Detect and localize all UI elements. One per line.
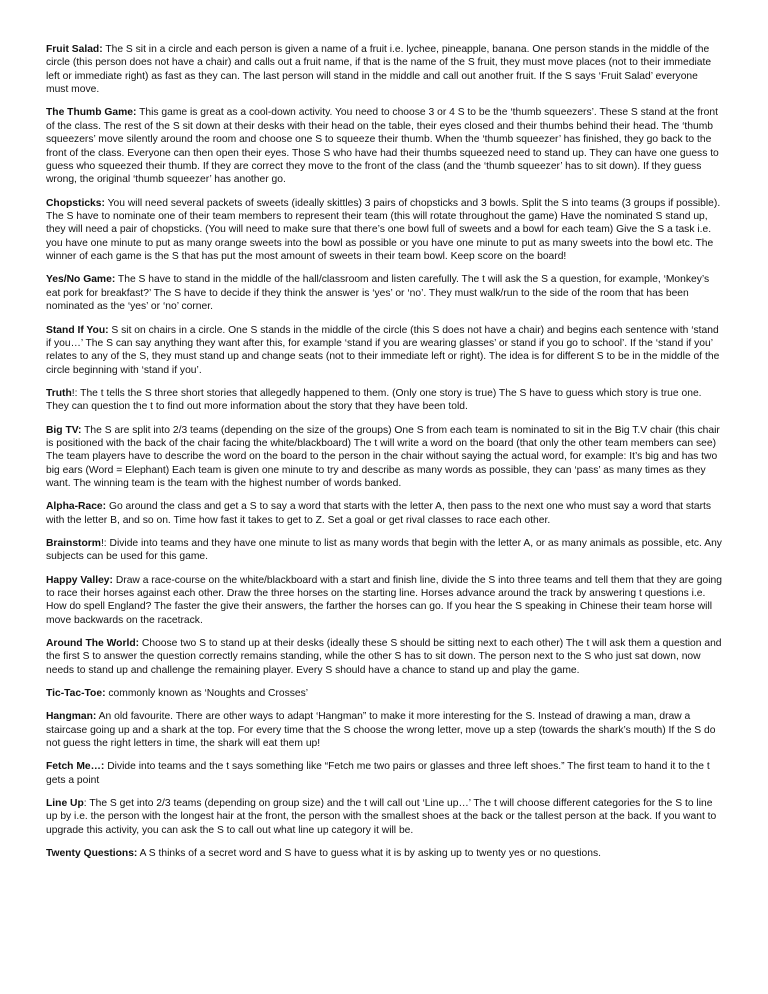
paragraph-brainstorm [46, 537, 722, 564]
text-big-tv: The S are split into 2/3 teams (depending on the size of the groups) One S from each team is nominated to sit in the Big T.V chair (this chair is positioned with the back of the chair facing the white/blackboard) The t will write a word on the board (that only the other team members can see) The team players have to describe the word on the board to the person in the chair without saying the actual word, for example: It’s big and has two big ears (Word = Elephant) Each team is given one minute to try and describe as many words as possible, they can ‘pass’ as many times as they want. The winning team is the team with the highest number of words banked. [46, 424, 720, 490]
heading-truth: Truth [46, 387, 72, 399]
text-line-up: The S get into 2/3 teams (depending on group size) and the t will call out ‘Line up…’ The t will choose different categories for the S to line up by i.e. the person with the longest hair at the front, the person with the smallest shoes at the back or the tallest person at the back. If you want to upgrade this activity, you can ask the S to call out what line up category it will be. [46, 797, 717, 836]
paragraph-twenty-questions [46, 847, 722, 860]
heading-yes-no-game: Yes/No Game: [46, 274, 116, 286]
heading-stand-if-you: Stand If You: [46, 324, 109, 336]
paragraph-stand-if-you [46, 324, 722, 378]
text-brainstorm: Divide into teams and they have one minute to list as many words that begin with the letter A, or as many animals as possible, etc. Any subjects can be used for this game. [46, 537, 722, 563]
paragraph-fetch-me [46, 760, 722, 787]
text-alpha-race: Go around the class and get a S to say a word that starts with the letter A, then pass to the next one who must say a word that starts with the letter B, and so on. Time how fast it takes to get to Z. Set a goal or get rival classes to race each other. [46, 501, 712, 526]
paragraph-alpha-race [46, 500, 722, 527]
paragraph-line-up [46, 797, 722, 837]
heading-around-the-world: Around The World: [46, 638, 140, 649]
text-hangman: An old favourite. There are other ways to adapt ‘Hangman” to make it more interesting for the S. Instead of drawing a man, draw a staircase going up and a shark at the top. For every time that the S choose the wrong letter, move up a step (towards the shark’s mouth) If the S do not guess the right letters in time, the shark will eat them up! [46, 711, 716, 750]
heading-twenty-questions: Twenty Questions: [46, 847, 138, 859]
paragraph-thumb-game [46, 106, 722, 186]
heading-big-tv: Big TV: [46, 424, 82, 436]
paragraph-around-the-world [46, 637, 722, 677]
paragraph-hangman [46, 710, 722, 750]
heading-line-up-suffix: : [83, 797, 87, 809]
text-around-the-world: Choose two S to stand up at their desks (ideally these S should be sitting next to each other) The t will ask them a question and the first S to answer the question correctly remains standing, while the other S has to sit down. The person next to the S who just sat down, now needs to stand up and challenge the remaining player. Every S should have a chance to stand up and play the game. [46, 638, 722, 676]
paragraph-big-tv [46, 424, 722, 491]
heading-thumb-game: The Thumb Game: [46, 107, 137, 119]
heading-brainstorm-suffix: !: [100, 537, 107, 549]
document-page [46, 43, 722, 870]
heading-tic-tac-toe: Tic-Tac-Toe: [46, 688, 106, 700]
paragraph-yes-no-game [46, 273, 722, 313]
text-chopsticks: You will need several packets of sweets (ideally skittles) 3 pairs of chopsticks and 3 bowls. Split the S into teams (3 groups if possible). The S have to nominate one of their team members to represent their team (this will rotate throughout the game) Have the nominated S stand up, they will need a pair of chopsticks. (You will need to make sure that there’s one bowl full of sweets and a bowl for each team) Give the S a task i.e. you have one minute to put as many orange sweets into the bowl as possible or you have one minute to put as many sweets into the bowl etc. The winner of each game is the S that has put the most amount of sweets in their team bowl. Keep score on the board! [46, 197, 721, 263]
text-tic-tac-toe: commonly known as ‘Noughts and Crosses’ [105, 688, 309, 700]
heading-hangman: Hangman: [46, 711, 97, 723]
text-yes-no-game: The S have to stand in the middle of the hall/classroom and listen carefully. The t will ask the S a question, for example, ‘Monkey’s eat pork for breakfast?’ The S have to decide if they think the answer is ‘yes’ or ‘no’. They must walk/run to the side of the room that has been nominated as the ‘yes’ or ‘no’ corner. [46, 274, 710, 313]
paragraph-truth [46, 387, 722, 414]
heading-chopsticks: Chopsticks: [46, 197, 105, 209]
heading-fetch-me: Fetch Me…: [46, 761, 105, 773]
paragraph-fruit-salad [46, 43, 722, 97]
heading-truth-suffix: !: [71, 387, 78, 399]
heading-brainstorm: Brainstorm [46, 537, 101, 549]
text-thumb-game: This game is great as a cool-down activity. You need to choose 3 or 4 S to be the ‘thumb squeezers’. These S stand at the front of the class. The rest of the S sit down at their desks with their head on the table, their eyes closed and their thumbs behind their head. The ‘thumb squeezers’ move silently around the room and choose one S to squeeze their thumb. When the ‘thumb squeezer’ has finished, they go back to the front of the class. Everyone can then open their eyes. Those S who have had their thumbs squeezed need to stand up. They can have one guess to guess who squeezed their thumb. If they are correct they move to the front of the class (and the ‘thumb squeezer’ has to sit down). If they guess wrong, the original ‘thumb squeezer’ has another go. [46, 107, 719, 186]
heading-fruit-salad: Fruit Salad: [46, 44, 103, 55]
paragraph-tic-tac-toe [46, 687, 722, 700]
text-fetch-me: Divide into teams and the t says something like “Fetch me two pairs or glasses and three left shoes.” The first team to hand it to the t gets a point [46, 761, 710, 786]
text-truth: The t tells the S three short stories that allegedly happened to them. (Only one story is true) The S have to guess which story is true one. They can question the t to find out more information about the story that they have been told. [46, 387, 702, 413]
heading-happy-valley: Happy Valley: [46, 574, 113, 586]
text-twenty-questions: A S thinks of a secret word and S have to guess what it is by asking up to twenty yes or no questions. [137, 847, 601, 859]
text-stand-if-you: S sit on chairs in a circle. One S stands in the middle of the circle (this S does not have a chair) and begins each sentence with ‘stand if you…’ The S can say anything they want after this, for example ‘stand if you are wearing glasses’ or stand if you go to school’. If the ‘stand if you’ relates to any of the S, they must stand up and change seats (not to their immediate left or right). The idea is for different S to be in the middle of the circle beginning with ‘stand if you’. [46, 324, 720, 376]
text-happy-valley: Draw a race-course on the white/blackboard with a start and finish line, divide the S into three teams and tell them that they are going to race their horses against each other. Draw the three horses on the starting line. Horses advance around the track by answering t questions i.e. How do spell England? The faster the give their answers, the farther the horses can go. If you hear the S speaking in Chinese their team horse will move backwards on the racetrack. [46, 574, 722, 626]
paragraph-chopsticks [46, 197, 722, 264]
heading-line-up: Line Up [46, 797, 84, 809]
heading-alpha-race: Alpha-Race: [46, 501, 107, 513]
text-fruit-salad: The S sit in a circle and each person is given a name of a fruit i.e. lychee, pineapple, banana. One person stands in the middle of the circle (this person does not have a chair) and calls out a fruit name, if that is the name of the S fruit, they must move places (not to their immediate left or immediate right) as fast as they can. The last person will stand in the middle and call out another fruit. If the S says ‘Fruit Salad’ everyone must move. [46, 44, 712, 96]
paragraph-happy-valley [46, 574, 722, 628]
